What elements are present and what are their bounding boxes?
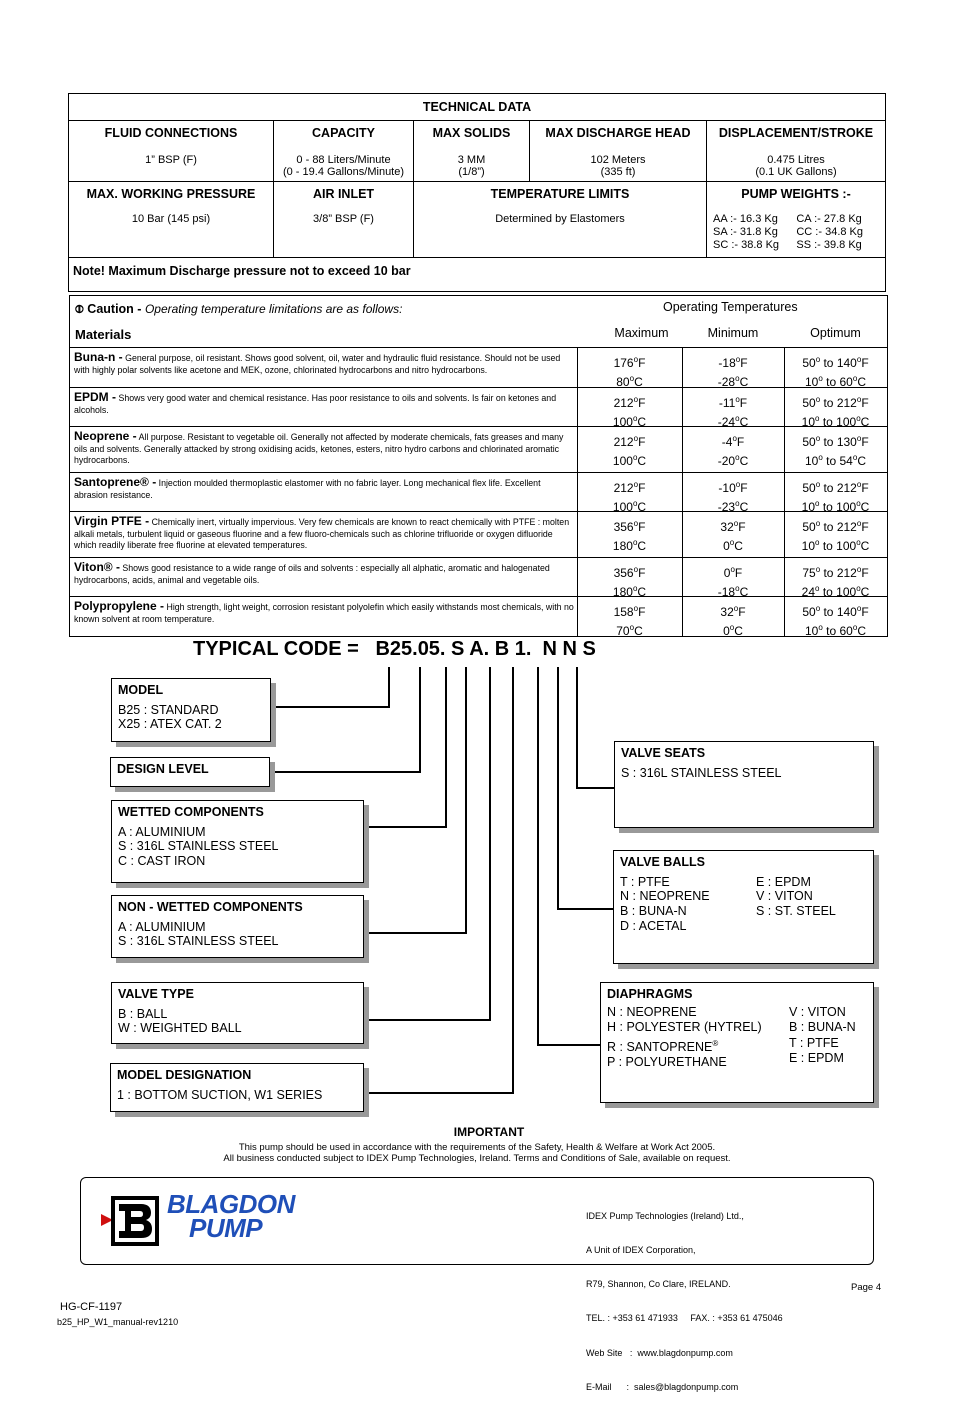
material-row (70, 387, 887, 427)
model-designation-option: 1 : BOTTOM SUCTION, W1 SERIES (117, 1087, 323, 1102)
material-description (74, 477, 574, 501)
col-optimum: Optimum (810, 326, 861, 340)
diaphragms-option: H : POLYESTER (HYTREL) (607, 1020, 762, 1035)
material-text: Chemically inert, virtually impervious. Very few chemicals are known to react chemically with PTFE : molten alkali metals, turbulent liquid or gaseous fluorine and a few fluoro-chemicals such as chlorine trifluoride or oxygen difluoride which readily liberate free fluorine at elevated temperatures. (74, 517, 570, 550)
caution-text: Operating temperature limitations are as follows: (144, 302, 403, 316)
temperature-limits-label: TEMPERATURE LIMITS (490, 187, 630, 201)
fluid-connections-label: FLUID CONNECTIONS (104, 126, 238, 140)
model-title: MODEL (118, 683, 164, 697)
technical-data-title: TECHNICAL DATA (69, 94, 886, 121)
capacity-value-1: 0 - 88 Liters/Minute (296, 154, 391, 166)
valve-seats-title: VALVE SEATS (621, 746, 706, 760)
materials-heading: Materials (75, 327, 132, 342)
valve-type-box (111, 982, 364, 1044)
optimum-temp: 50$^o$ to 140$^o$F 10$^o$ to 60$^o$C (802, 355, 869, 389)
material-name: Polypropylene - (74, 599, 165, 613)
material-row (70, 426, 887, 473)
max-solids-label: MAX SOLIDS (432, 126, 511, 140)
contact-line: E-Mail : sales@blagdonpump.com (586, 1381, 739, 1392)
max-temp: 158$^o$F 70$^o$C (613, 604, 646, 638)
material-text: General purpose, oil resistant. Shows good solvent, oil, water and hydraulic fluid resistance. Should not be used with highly polar solvents like acetone and MEK, ozone, chlorinated hydrocarbons and nitro hydrocarbons. (74, 353, 561, 375)
technical-data-table (68, 93, 886, 292)
min-temp: -18$^o$F -28$^o$C (717, 355, 749, 389)
material-name: Neoprene - (74, 429, 137, 443)
air-inlet-value: 3/8” BSP (F) (313, 213, 374, 225)
material-text: All purpose. Resistant to vegetable oil. Generally not affected by moderate chemicals, fats greases and many oils and solvents. Generally attacked by strong oxidising acids, ketones, esters, nitro hydro carbons and chlorinated aromatic hydrocarbons. (74, 432, 564, 465)
valve-balls-option: T : PTFE (620, 874, 670, 889)
valve-seats-box (614, 741, 874, 828)
diaphragms-option: R : SANTOPRENE (607, 1039, 713, 1054)
min-temp: -11$^o$F -24$^o$C (717, 395, 749, 429)
material-text: Injection moulded thermoplastic elastomer with no fabric layer. Long mechanical flex life. Excellent abrasion resistance. (74, 478, 541, 500)
caution-line (75, 302, 402, 317)
material-row (70, 347, 887, 388)
contact-line: TEL. : +353 61 471933 FAX. : +353 61 475046 (586, 1313, 783, 1324)
valve-balls-option: S : ST. STEEL (756, 904, 836, 919)
pump-weight: AA :- 16.3 Kg (713, 213, 778, 225)
document-code: HG-CF-1197 (60, 1301, 123, 1313)
material-description (74, 431, 574, 467)
diaphragms-title: DIAPHRAGMS (607, 987, 693, 1001)
wetted-option: C : CAST IRON (118, 854, 206, 869)
registered-mark: ® (712, 1038, 719, 1048)
min-temp: -4$^o$F -20$^o$C (717, 434, 749, 468)
diaphragms-box (600, 982, 874, 1103)
max-temp: 212$^o$F 100$^o$C (612, 395, 647, 429)
max-temp: 176$^o$F 80$^o$C (613, 355, 646, 389)
max-temp: 212$^o$F 100$^o$C (612, 480, 647, 514)
fluid-connections-value: 1” BSP (F) (145, 154, 197, 166)
valve-type-option: B : BALL (118, 1006, 168, 1021)
caution-label: Caution - (87, 302, 142, 316)
max-pressure-note: Note! Maximum Discharge pressure not to exceed 10 bar (69, 258, 886, 292)
min-temp: 32$^o$F 0$^o$C (720, 604, 746, 638)
material-description (74, 352, 574, 376)
model-box (111, 678, 271, 742)
pump-weights-list (711, 213, 881, 252)
important-line-1: This pump should be used in accordance with the requirements of the Safety, Health & Welfare at Work Act 2005. (238, 1142, 716, 1153)
min-temp: -10$^o$F -23$^o$C (717, 480, 749, 514)
air-inlet-label: AIR INLET (312, 187, 375, 201)
capacity-value-2: (0 - 19.4 Gallons/Minute) (282, 166, 405, 178)
contact-line: A Unit of IDEX Corporation, (586, 1245, 696, 1256)
non-wetted-components-box (111, 895, 364, 958)
max-discharge-head-value-1: 102 Meters (590, 154, 646, 166)
material-name: Viton® - (74, 560, 120, 574)
material-description (74, 516, 574, 552)
material-description (74, 601, 574, 625)
non-wetted-option: A : ALUMINIUM (118, 919, 206, 934)
valve-seats-option: S : 316L STAINLESS STEEL (621, 765, 782, 780)
diaphragms-option: V : VITON (789, 1004, 846, 1019)
model-designation-title: MODEL DESIGNATION (117, 1068, 252, 1082)
material-row (70, 472, 887, 512)
max-temp: 356$^o$F 180$^o$C (612, 565, 647, 599)
wetted-components-title: WETTED COMPONENTS (118, 805, 264, 819)
material-name: EPDM - (74, 390, 116, 404)
optimum-temp: 50$^o$ to 212$^o$F 10$^o$ to 100$^o$C (801, 395, 870, 429)
diaphragms-option: B : BUNA-N (789, 1020, 856, 1035)
contact-line: IDEX Pump Technologies (Ireland) Ltd., (586, 1210, 744, 1221)
materials-table (69, 295, 888, 637)
valve-balls-option: B : BUNA-N (620, 904, 687, 919)
model-option: B25 : STANDARD (118, 702, 219, 717)
pump-weight: SS :- 39.8 Kg (796, 239, 862, 251)
max-working-pressure-value: 10 Bar (145 psi) (131, 213, 211, 225)
pump-weights-label: PUMP WEIGHTS :- (741, 187, 851, 201)
material-row (70, 557, 887, 597)
diaphragms-option: P : POLYURETHANE (607, 1055, 727, 1070)
brand-name-1: BLAGDON (167, 1189, 295, 1219)
valve-type-option: W : WEIGHTED BALL (118, 1021, 242, 1036)
optimum-temp: 50$^o$ to 212$^o$F 10$^o$ to 100$^o$C (801, 519, 870, 553)
wetted-option: A : ALUMINIUM (118, 824, 206, 839)
brand-name-2: PUMP (189, 1213, 263, 1243)
pump-weight: SA :- 31.8 Kg (713, 226, 778, 238)
model-designation-box (110, 1063, 364, 1112)
capacity-label: CAPACITY (312, 126, 375, 140)
diaphragms-option: N : NEOPRENE (607, 1004, 697, 1019)
typical-code: TYPICAL CODE = B25.05. S A. B 1. N N S (193, 638, 596, 660)
displacement-value-2: (0.1 UK Gallons) (755, 166, 837, 178)
max-solids-value-1: 3 MM (457, 154, 486, 166)
non-wetted-components-title: NON - WETTED COMPONENTS (118, 900, 303, 914)
material-name: Santoprene® - (74, 475, 157, 489)
material-text: Shows very good water and chemical resistance. Has poor resistance to oils and solvents. Is fair on ketones and alcohols. (74, 393, 557, 415)
material-row (70, 511, 887, 558)
max-discharge-head-label: MAX DISCHARGE HEAD (545, 126, 691, 140)
design-level-title: DESIGN LEVEL (117, 762, 209, 776)
displacement-label: DISPLACEMENT/STROKE (718, 126, 874, 140)
material-name: Buna-n - (74, 350, 123, 364)
valve-balls-option: E : EPDM (756, 874, 811, 889)
wetted-option: S : 316L STAINLESS STEEL (118, 839, 279, 854)
blagdon-logo-icon (111, 1196, 159, 1246)
valve-balls-box (613, 850, 874, 964)
pump-weight: CA :- 27.8 Kg (796, 213, 862, 225)
pump-weight: CC :- 34.8 Kg (796, 226, 863, 238)
material-row (70, 596, 887, 637)
col-maximum: Maximum (614, 326, 669, 340)
material-description (74, 392, 574, 416)
valve-balls-option: D : ACETAL (620, 918, 687, 933)
important-title: IMPORTANT (453, 1125, 525, 1139)
operating-temperatures-heading: Operating Temperatures (663, 300, 798, 314)
valve-balls-option: V : VITON (756, 889, 813, 904)
optimum-temp: 75$^o$ to 212$^o$F 24$^o$ to 100$^o$C (801, 565, 870, 599)
important-line-2: All business conducted subject to IDEX Pump Technologies, Ireland. Terms and Conditions of Sale, available on request. (223, 1153, 731, 1164)
displacement-value-1: 0.475 Litres (767, 154, 825, 166)
page-number: Page 4 (851, 1282, 882, 1293)
max-solids-value-2: (1/8”) (458, 166, 485, 178)
contact-details (586, 1188, 783, 1416)
pump-weight: SC :- 38.8 Kg (713, 239, 780, 251)
contact-line: Web Site : www.blagdonpump.com (586, 1347, 733, 1358)
document-file: b25_HP_W1_manual-rev1210 (57, 1317, 179, 1327)
contact-line: R79, Shannon, Co Clare, IRELAND. (586, 1279, 731, 1290)
col-minimum: Minimum (707, 326, 759, 340)
min-temp: 0$^o$F -18$^o$C (717, 565, 749, 599)
valve-balls-title: VALVE BALLS (620, 855, 705, 869)
non-wetted-option: S : 316L STAINLESS STEEL (118, 934, 279, 949)
optimum-temp: 50$^o$ to 140$^o$F 10$^o$ to 60$^o$C (802, 604, 869, 638)
material-text: High strength, light weight, corrosion resistant polyolefin which easily withstands most chemicals, with no known solvent at room temperature. (74, 602, 574, 624)
valve-balls-option: N : NEOPRENE (620, 889, 710, 904)
max-temp: 356$^o$F 180$^o$C (612, 519, 647, 553)
max-discharge-head-value-2: (335 ft) (600, 166, 636, 178)
material-text: Shows good resistance to a wide range of oils and solvents : especially all alphatic, aromatic and halogenated hydrocarbons, acids, animal and vegetable oils. (74, 563, 550, 585)
material-description (74, 562, 574, 586)
material-name: Virgin PTFE - (74, 514, 150, 528)
wetted-components-box (111, 800, 364, 883)
max-temp: 212$^o$F 100$^o$C (612, 434, 647, 468)
optimum-temp: 50$^o$ to 212$^o$F 10$^o$ to 100$^o$C (801, 480, 870, 514)
model-option: X25 : ATEX CAT. 2 (118, 717, 222, 732)
diaphragms-option: E : EPDM (789, 1051, 844, 1066)
optimum-temp: 50$^o$ to 130$^o$F 10$^o$ to 54$^o$C (802, 434, 869, 468)
valve-type-title: VALVE TYPE (118, 987, 194, 1001)
max-working-pressure-label: MAX. WORKING PRESSURE (86, 187, 256, 201)
min-temp: 32$^o$F 0$^o$C (720, 519, 746, 553)
temperature-limits-value: Determined by Elastomers (495, 213, 625, 225)
design-level-box (110, 757, 270, 787)
caution-icon: ⦷ (75, 304, 84, 316)
diaphragms-option: T : PTFE (789, 1035, 839, 1050)
